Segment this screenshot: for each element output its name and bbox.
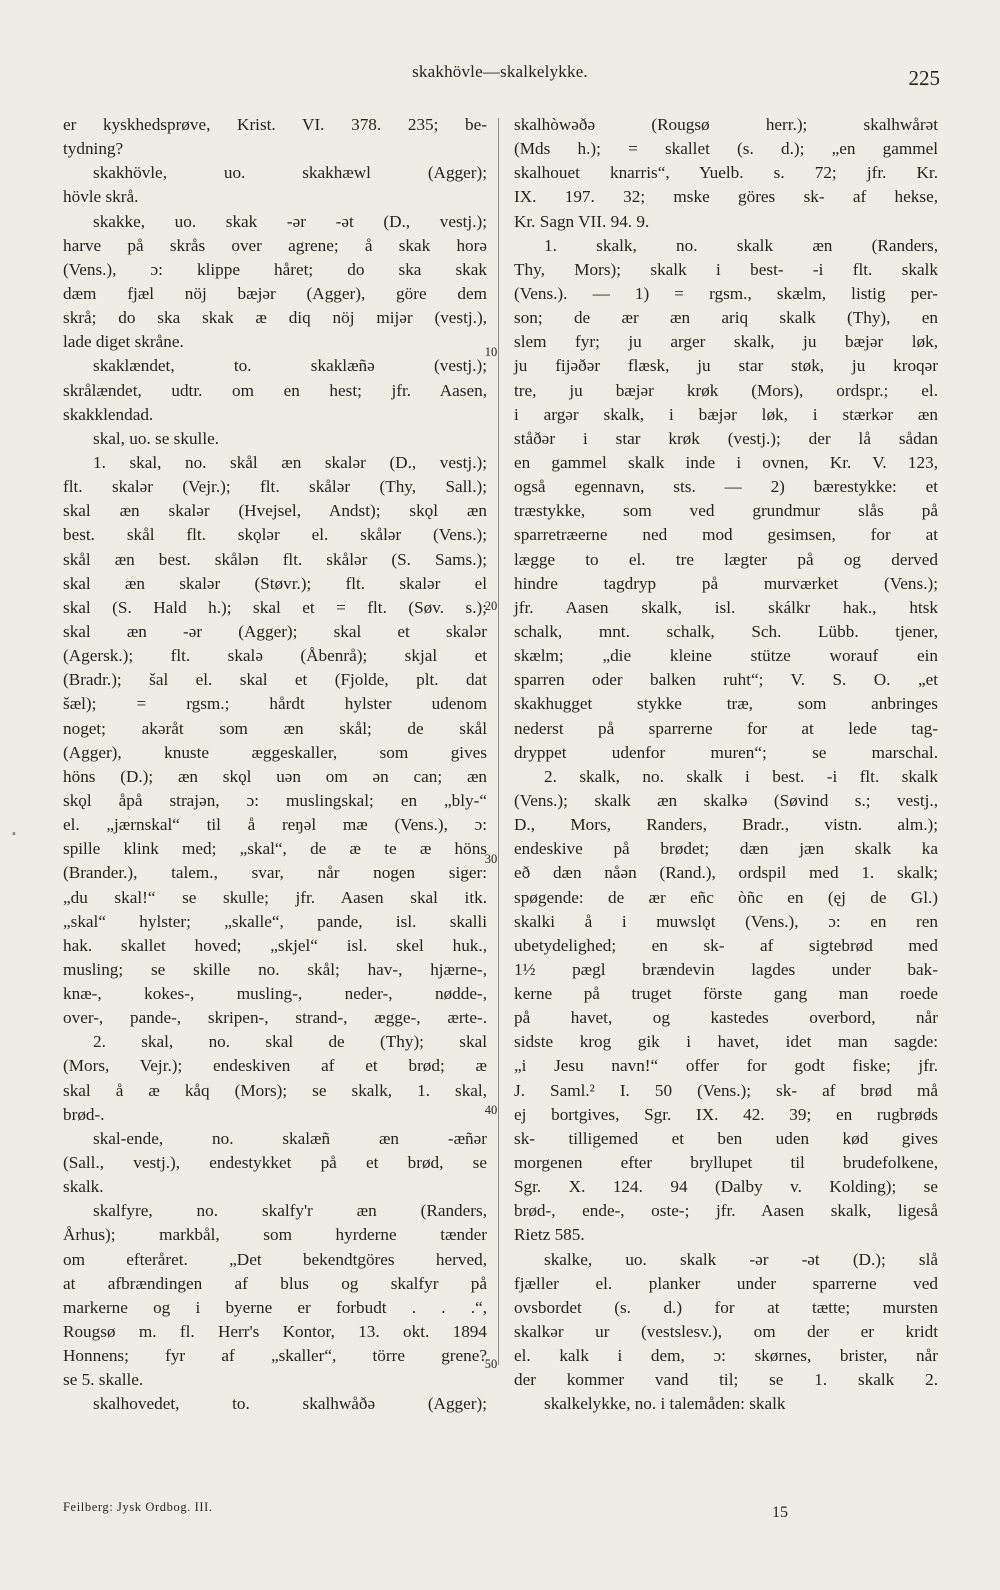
right-column-line: dryppet udenfor muren“; se marschal. <box>514 742 938 762</box>
column-divider <box>498 118 499 1365</box>
left-column-line: skakhövle, uo. skakhæwl (Agger); <box>93 163 487 183</box>
line-number-30: 30 <box>484 852 498 866</box>
left-column-line: best. skål flt. skǫlər el. skålər (Vens.); <box>63 525 487 545</box>
left-column-line: (Vens.), ɔ: klippe håret; do ska skak <box>63 259 487 279</box>
left-column-line: skǫl åpå strajən, ɔ: muslingskal; en „bly-“ <box>63 790 487 810</box>
right-column-line: 2. skalk, no. skalk i best. -i flt. skalk <box>544 766 938 786</box>
right-column-line: skalkər ur (vestslesv.), om der er kridt <box>514 1322 938 1342</box>
line-number-10: 10 <box>484 345 498 359</box>
right-column-line: „i Jesu navn!“ offer for godt fiske; jfr. <box>514 1056 938 1076</box>
left-column-line: 2. skal, no. skal de (Thy); skal <box>93 1032 487 1052</box>
right-column-line: kerne på truget förste gang man roede <box>514 984 938 1004</box>
left-column-line: (Brander.), talem., svar, når nogen siger: <box>63 863 487 883</box>
right-column-line: endeskive på brødet; dæn jæn skalk ka <box>514 839 938 859</box>
left-column-line: šæl); = rgsm.; hårdt hylster udenom <box>63 694 487 714</box>
right-column-line: spøgende: de ær eñc òñc en (ęj de Gl.) <box>514 887 938 907</box>
right-column-line: 1. skalk, no. skalk æn (Randers, <box>544 235 938 255</box>
right-column-line: morgenen efter bryllupet til brudefolkene, <box>514 1153 938 1173</box>
left-column-line: spille klink med; „skal“, de æ te æ höns <box>63 839 487 859</box>
left-column-line: musling; se skille no. skål; hav-, hjærne-, <box>63 959 487 979</box>
right-column-line: Rietz 585. <box>514 1225 585 1245</box>
left-column-line: skaklændet, to. skaklæñə (vestj.); <box>93 356 487 376</box>
left-column-line: harve på skrås over agrene; å skak horə <box>63 235 487 255</box>
right-column-line: jfr. Aasen skalk, isl. skálkr hak., htsk <box>514 597 938 617</box>
right-column-line: sidste krog gik i havet, idet man sagde: <box>514 1032 938 1052</box>
left-column-line: Århus); markbål, som hyrderne tænder <box>63 1225 487 1245</box>
right-column-line: i argər skalk, i bæjər løk, i stærkər æn <box>514 404 938 424</box>
left-column-line: skal, uo. se skulle. <box>93 428 220 448</box>
left-column-line: (Sall., vestj.), endestykket på et brød, se <box>63 1153 487 1173</box>
left-column-line: skrålændet, udtr. om en hest; jfr. Aasen, <box>63 380 487 400</box>
right-column-line: ovsbordet (s. d.) for at tætte; mursten <box>514 1297 938 1317</box>
left-column-line: over-, pande-, skripen-, strand-, ægge-, ærte-. <box>63 1008 487 1028</box>
right-column-line: ubetydelighed; en sk- af sigtebrød med <box>514 935 938 955</box>
left-column-line: skrå; do ska skak æ diq nöj mijər (vestj.), <box>63 308 487 328</box>
right-column-line: el. kalk i dem, ɔ: skørnes, brister, når <box>514 1346 938 1366</box>
right-column-line: træstykke, som ved grundmur slås på <box>514 501 938 521</box>
right-column-line: ju fijəðər flæsk, ju star støk, ju kroqər <box>514 356 938 376</box>
left-column-line: se 5. skalle. <box>63 1370 144 1390</box>
right-column-line: (Vens.); skalk æn skalkə (Søvind s.; vestj., <box>514 790 938 810</box>
right-column-line: J. Saml.² I. 50 (Vens.); sk- af brød må <box>514 1080 938 1100</box>
right-column-line: schalk, mnt. schalk, Sch. Lübb. tjener, <box>514 621 938 641</box>
left-column-line: (Agersk.); flt. skalə (Åbenrå); skjal et <box>63 646 487 666</box>
right-column-line: (Vens.). — 1) = rgsm., skælm, listig per- <box>514 283 938 303</box>
sheet-number: 15 <box>772 1504 788 1521</box>
right-column-line: skalhouet knarris“, Yuelb. s. 72; jfr. Kr. <box>514 163 938 183</box>
left-column-line: er kyskhedsprøve, Krist. VI. 378. 235; be- <box>63 115 487 134</box>
line-number-50: 50 <box>484 1357 498 1371</box>
left-column-line: skål æn best. skålən flt. skålər (S. Sams.); <box>63 549 487 569</box>
right-column-line: lægge to el. tre lægter på og derved <box>514 549 938 569</box>
left-column-line: skal æn skalər (Støvr.); flt. skalər el <box>63 573 487 593</box>
left-column-line: knæ-, kokes-, musling-, neder-, nødde-, <box>63 984 487 1004</box>
right-column-line: 1½ pægl brændevin lagdes under bak- <box>514 959 938 979</box>
right-column-line: på havet, og kastedes overbord, når <box>514 1008 938 1028</box>
right-column-line: sparretræerne ned mod gesimsen, for at <box>514 525 938 545</box>
left-column-line: skalfyre, no. skalfy'r æn (Randers, <box>93 1201 487 1221</box>
right-column-line: sk- tilligemed et ben uden kød gives <box>514 1128 938 1148</box>
right-column-line: skælm; „die kleine stütze worauf ein <box>514 646 938 666</box>
left-column-line: „skal“ hylster; „skalle“, pande, isl. skalli <box>63 911 487 931</box>
left-column-line: Rougsø m. fl. Herr's Kontor, 13. okt. 1894 <box>63 1322 487 1342</box>
left-column-line: om efteråret. „Det bekendtgöres herved, <box>63 1249 487 1269</box>
page-number: 225 <box>908 66 940 90</box>
left-column-line: (Bradr.); šal el. skal et (Fjolde, plt. dat <box>63 670 487 690</box>
left-column-line: hövle skrå. <box>63 187 139 207</box>
right-column-line: tre, ju bæjər krøk (Mors), ordspr.; el. <box>514 380 938 400</box>
right-column-line: skakhugget stykke træ, som anbringes <box>514 694 938 714</box>
left-column-line: skakklendad. <box>63 404 154 424</box>
right-column-line: Kr. Sagn VII. 94. 9. <box>514 211 650 231</box>
right-column-line: brød-, ende-, oste-; jfr. Aasen skalk, ligeså <box>514 1201 938 1221</box>
right-column-line: nederst på sparrerne for at lede tag- <box>514 718 938 738</box>
right-column-line: sparren oder balken ruht“; V. S. O. „et <box>514 670 938 690</box>
right-column-line: Sgr. X. 124. 94 (Dalby v. Kolding); se <box>514 1177 938 1197</box>
right-column-line: D., Mors, Randers, Bradr., vistn. alm.); <box>514 815 938 835</box>
line-number-40: 40 <box>484 1103 498 1117</box>
left-column-line: skal (S. Hald h.); skal et = flt. (Søv. s.); <box>63 597 487 617</box>
left-column-line: höns (D.); æn skǫl uən om ən can; æn <box>63 766 487 786</box>
right-column-line: slem fyr; ju arger skalk, ju bæjər løk, <box>514 332 938 352</box>
left-column-line: skal æn -ər (Agger); skal et skalər <box>63 621 487 641</box>
left-column-line: skalhovedet, to. skalhwåðə (Agger); <box>93 1394 487 1414</box>
right-column-line: IX. 197. 32; mske göres sk- af hekse, <box>514 187 938 207</box>
left-column-line: tydning? <box>63 139 124 159</box>
right-column-line: eð dæn nåən (Rand.), ordspil med 1. skalk; <box>514 863 938 883</box>
left-column-line: Honnens; fyr af „skaller“, törre grene? <box>63 1346 487 1366</box>
left-column-line: lade diget skråne. <box>63 332 184 352</box>
left-column-line: noget; akəråt som æn skål; de skål <box>63 718 487 738</box>
left-column-line: flt. skalər (Vejr.); flt. skålər (Thy, Sall.); <box>63 477 487 497</box>
left-column-line: skal-ende, no. skalæñ æn -æñər <box>93 1128 487 1148</box>
right-column-line: skalki å i muwslǫt (Vens.), ɔ: en ren <box>514 911 938 931</box>
footer-signature: Feilberg: Jysk Ordbog. III. <box>63 1500 213 1514</box>
right-column-line: (Mds h.); = skallet (s. d.); „en gammel <box>514 139 938 159</box>
left-column-line: markerne og i byerne er forbudt . . .“, <box>63 1297 487 1317</box>
right-column-line: son; de ær æn ariq skalk (Thy), en <box>514 308 938 328</box>
left-column <box>63 113 487 1417</box>
left-column-line: skalk. <box>63 1177 104 1197</box>
left-column-line: (Agger), knuste æggeskaller, som gives <box>63 742 487 762</box>
margin-speck: ▪ <box>12 828 16 840</box>
right-column <box>514 113 938 1417</box>
right-column-line: en gammel skalk inde i ovnen, Kr. V. 123, <box>514 452 938 472</box>
left-column-line: brød-. <box>63 1104 105 1124</box>
right-column-line: skalkelykke, no. i talemåden: skalk <box>544 1394 786 1414</box>
left-column-line: skal å æ kåq (Mors); se skalk, 1. skal, <box>63 1080 487 1100</box>
left-column-line: at afbrændingen af blus og skalfyr på <box>63 1273 487 1293</box>
left-column-line: dæm fjæl nöj bæjər (Agger), göre dem <box>63 283 487 303</box>
left-column-line: hak. skallet hoved; „skjel“ isl. skel huk., <box>63 935 487 955</box>
right-column-line: også egennavn, sts. — 2) bærestykke: et <box>514 477 938 497</box>
left-column-line: skakke, uo. skak -ər -ət (D., vestj.); <box>93 211 487 231</box>
right-column-line: skalhòwəðə (Rougsø herr.); skalhwårət <box>514 115 938 134</box>
right-column-line: fjæller el. planker under sparrerne ved <box>514 1273 938 1293</box>
right-column-line: skalke, uo. skalk -ər -ət (D.); slå <box>544 1249 938 1269</box>
left-column-line: el. „jærnskal“ til å reŋəl mæ (Vens.), ɔ: <box>63 815 487 835</box>
right-column-line: hindre tagdryp på murværket (Vens.); <box>514 573 938 593</box>
left-column-line: 1. skal, no. skål æn skalər (D., vestj.); <box>93 452 487 472</box>
right-column-line: ståðər i star krøk (vestj.); der lå sådan <box>514 428 938 448</box>
left-column-line: (Mors, Vejr.); endeskiven af et brød; æ <box>63 1056 487 1076</box>
running-head: skakhövle—skalkelykke. <box>412 62 588 81</box>
left-column-line: „du skal!“ se skulle; jfr. Aasen skal itk. <box>63 887 487 907</box>
line-number-20: 20 <box>484 599 498 613</box>
right-column-line: Thy, Mors); skalk i best- -i flt. skalk <box>514 259 938 279</box>
right-column-line: ej bortgives, Sgr. IX. 42. 39; en rugbrøds <box>514 1104 938 1124</box>
right-column-line: der kommer vand til; se 1. skalk 2. <box>514 1370 938 1390</box>
left-column-line: skal æn skalər (Hvejsel, Andst); skǫl æn <box>63 501 487 521</box>
